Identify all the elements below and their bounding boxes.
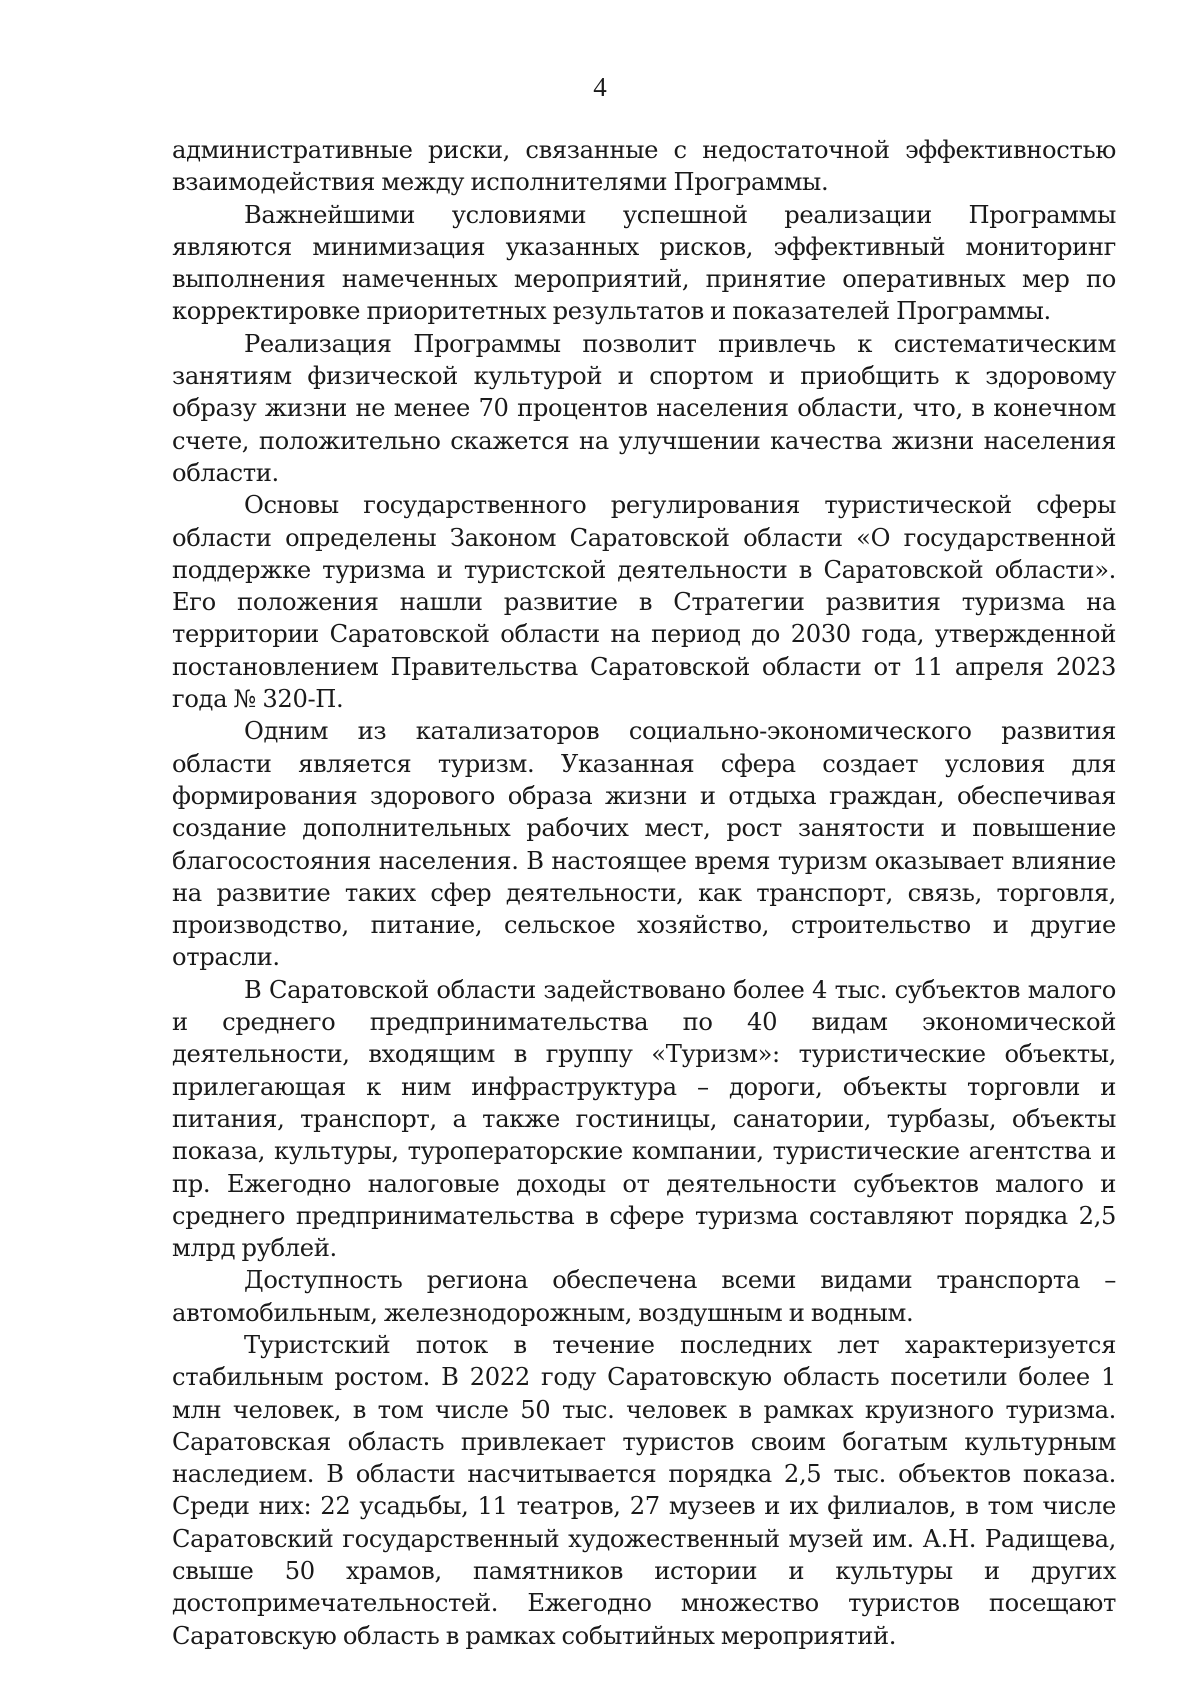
paragraph-transport-accessibility: Доступность региона обеспечена всеми видами транспорта – автомобильным, железнодорожным, воздушным и водным. — [172, 1266, 1116, 1327]
paragraph-small-business: В Саратовской области задействовано более 4 тыс. субъектов малого и среднего предпринимательства по 40 видам экономической деятельности, входящим в группу «Туризм»: туристические объекты, прилегающая к ним инфраструктура – дороги, объекты торговли и питания, транспорт, а также гостиницы, санатории, турбазы, объекты показа, культуры, туроператорские компании, туристические агентства и пр. Ежегодно налоговые доходы от деятельности субъектов малого и среднего предпринимательства в сфере туризма составляют порядка 2,5 млрд рублей. — [172, 975, 1116, 1263]
paragraph-success-conditions: Важнейшими условиями успешной реализации Программы являются минимизация указанных рисков, эффективный мониторинг выполнения намеченных мероприятий, принятие оперативных мер по корректировке приоритетных результатов и показателей Программы. — [172, 200, 1116, 326]
paragraph-tourist-flow: Туристский поток в течение последних лет характеризуется стабильным ростом. В 2022 году Саратовскую область посетили более 1 млн человек, в том числе 50 тыс. человек в рамках круизного туризма. Саратовская область привлекает туристов своим богатым культурным наследием. В области насчитывается порядка 2,5 тыс. объектов показа. Среди них: 22 усадьбы, 11 театров, 27 музеев и их филиалов, в том числе Саратовский государственный художественный музей им. А.Н. Радищева, свыше 50 храмов, памятников истории и культуры и других достопримечательностей. Ежегодно множество туристов посещают Саратовскую область в рамках событийных мероприятий. — [172, 1330, 1116, 1650]
paragraph-tourism-catalyst: Одним из катализаторов социально-экономического развития области является туризм. Указанная сфера создает условия для формирования здорового образа жизни и отдыха граждан, обеспечивая создание дополнительных рабочих мест, рост занятости и повышение благосостояния населения. В настоящее время туризм оказывает влияние на развитие таких сфер деятельности, как транспорт, связь, торговля, производство, питание, сельское хозяйство, строительство и другие отрасли. — [172, 717, 1116, 972]
document-body — [172, 134, 1116, 1652]
paragraph-tourism-regulation: Основы государственного регулирования туристической сферы области определены Законом Саратовской области «О государственной поддержке туризма и туристской деятельности в Саратовской области». Его положения нашли развитие в Стратегии развития туризма на территории Саратовской области на период до 2030 года, утвержденной постановлением Правительства Саратовской области от 11 апреля 2023 года № 320-П. — [172, 491, 1116, 714]
paragraph-administrative-risks: административные риски, связанные с недостаточной эффективностью взаимодействия между исполнителями Программы. — [172, 136, 1116, 197]
paragraph-program-results: Реализация Программы позволит привлечь к систематическим занятиям физической культурой и спортом и приобщить к здоровому образу жизни не менее 70 процентов населения области, что, в конечном счете, положительно скажется на улучшении качества жизни населения области. — [172, 329, 1116, 487]
page-number: 4 — [593, 72, 607, 102]
